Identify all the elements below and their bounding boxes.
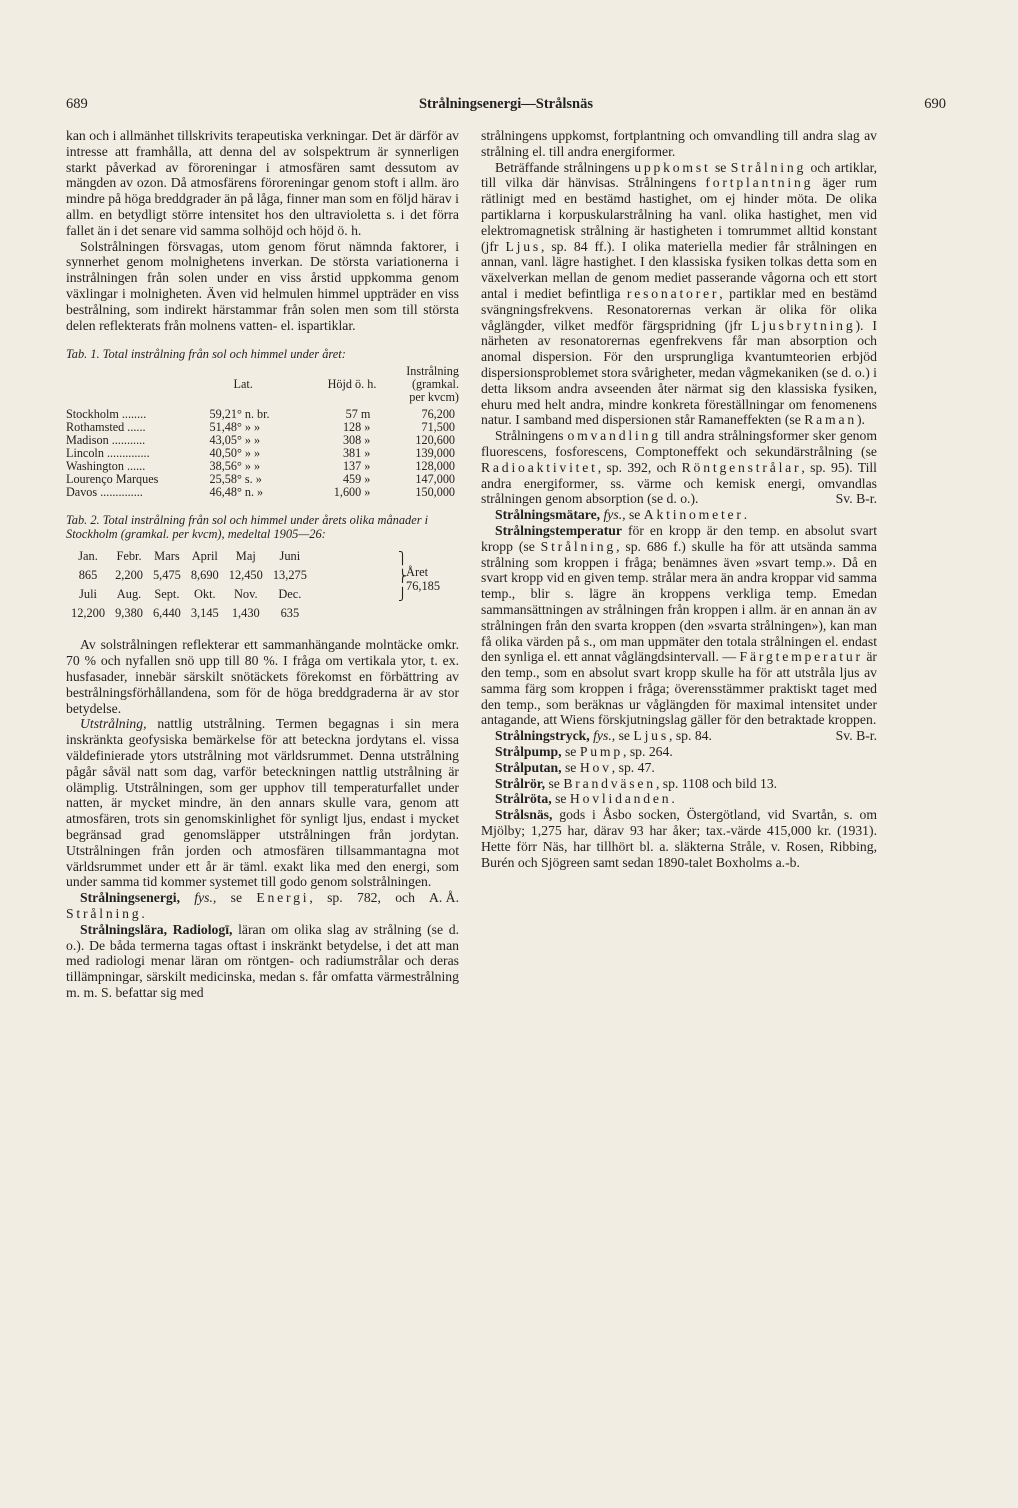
table-cell-instr: 150,000 [415,485,455,500]
entry-term: Strålningstryck, [495,728,590,744]
table-cell: Nov. [233,587,258,602]
signature: Sv. B-r. [835,491,877,507]
table-cell-instr: 120,600 [415,433,455,448]
table-1-header-hojd: Höjd ö. h. [327,377,377,392]
entry-term: Strålningsenergi, [80,890,180,906]
table-row [66,585,312,604]
table-row [66,604,312,623]
table-cell-lat: 25,58° s. » [209,472,262,487]
cross-reference[interactable]: Brandväsen [563,775,656,791]
table-cell-lat: 38,56° » » [209,459,261,474]
table-1-header-lat: Lat. [233,377,253,392]
table-1-caption: Tab. 1. Total instrålning från sol och himmel under året: [66,347,346,362]
cross-reference[interactable]: Ljus [505,238,541,254]
table-1-header-instr: Instrålning [406,364,459,379]
entry-text: nattlig utstrålning. Termen begagnas i sin mera inskränkta geofysiska bemärkelse för att beteckna jordytans el. vissa väldefinierade ytors utstrålning mot världsrummet. Denna utstrålning pågår såväl natt som dag, varför beteckningen nattlig utstrålning är olämplig. Utstrålningen, som ger upphov till temperaturfallet under natten, är mycket mindre, än den annars skulle vara, genom att atmosfären, trots sin genomskinlighet för synligt ljus, endast i mycket begränsad grad genomsläpper utstrålningen från jordytan. Utstrålningen från jorden och atmosfären tillsammantagna mot världsrummet under ett år är täml. exakt lika med den energi, som under samma tid kommer systemet till godo genom solstrålningen. [66,716,459,890]
table-cell-lat: 40,50° » » [209,446,261,461]
table-row [66,566,312,585]
table-cell-instr: 76,200 [421,407,455,422]
cross-reference[interactable]: Ljusbrytning [751,317,856,333]
table-cell: 12,450 [228,568,263,583]
table-cell: 9,380 [115,606,143,621]
table-row [66,486,459,499]
cross-reference[interactable]: Radioaktivitet [481,459,598,475]
table-cell: 5,475 [152,568,181,583]
table-cell: 12,200 [71,606,106,621]
cross-reference[interactable]: Strålning [730,159,807,175]
entry-stralningslara: Strålningslära, Radiologī, läran om olika slag av strålning (se d. o.). De båda termerna tagas oftast i inskränkt betydelse, i det att man med radiologi menar läran om röntgen- och radiumstrålar och deras tillämpningar, särskilt medicinska, medan s. får omfatta värmestrålning m. m. S. befattar sig med [66,921,459,1000]
entry-stralsnas: Strålsnäs, gods i Åsbo socken, Östergötland, vid Svartån, s. om Mjölby; 1,275 har, därav 93 har åker; tax.-värde 415,000 kr. (1931). Hette förr Näs, har tillhört bl. a. släkterna Stråle, v. Rosen, Ribbing, Burén och Sjögreen samt sedan 1890-talet Boxholms a.-b. [481,807,877,870]
table-cell-lat: 59,21° n. br. [209,407,270,422]
table-2 [66,547,459,625]
paragraph: kan och i allmänhet tillskrivits terapeutiska verkningar. Det är därför av intresse att framhålla, att denna del av solspektrum är synnerligen starkt påverkad av föroreningar i atmosfären samt dessutom av mängden av ozon. Då atmosfärens föroreningar genom stoft i allm. äro mindre på höga breddgrader än på låga, finner man som en följd härav i allm. en betydligt större intensitet hos den ultravioletta s. i det förra fallet än i det senare vid samma solhöjd och höjd ö. h. [66,128,459,238]
table-cell-name: Davos .............. [66,485,143,500]
entry-term: Utstrålning, [80,716,147,732]
entry-stralputan: Strålputan, se Hov, sp. 47. [495,759,655,775]
entry-stralningstryck: Strålningstryck, fys., se Ljus, sp. 84. [495,728,712,744]
entry-stralningsmatare: Strålningsmätare, fys., se Aktinometer. [495,507,748,523]
table-cell: Jan. [78,549,98,564]
cross-reference[interactable]: Pump [579,744,623,760]
table-cell: 1,430 [231,606,260,621]
cross-reference[interactable]: Aktinometer [643,507,744,523]
table-cell: Sept. [154,587,180,602]
table-cell: Juli [79,587,97,602]
table-cell-lat: 43,05° » » [209,433,261,448]
table-cell: 6,440 [152,606,181,621]
cross-reference[interactable]: Röntgenstrålar [681,459,802,475]
table-cell: 865 [78,568,98,583]
table-cell: Dec. [278,587,302,602]
table-cell-hojd: 137 » [342,459,371,474]
table-2-year [406,565,440,593]
year-value: 76,185 [406,579,441,594]
cross-reference[interactable]: Strålning [66,905,142,921]
table-cell-lat: 46,48° n. » [209,485,264,500]
table-cell-hojd: 381 » [342,446,371,461]
paragraph: Beträffande strålningens uppkomst se Strålning och artiklar, till vilka där hänvisas. Strålningens fortplantning äger rum rätlinigt med en bestämd hastighet, om ej hinder möta. De olika partiklarna i korpuskularstrålning ha vanl. olika hastighet, men vid elektromagnetisk strålning är hastigheten i tomrummet alltid konstant (jfr Ljus, sp. 84 ff.). I olika materiella medier får strålningen en annan, vanl. lägre hastighet. I den klassiska fysiken tolkas detta som en växelverkan mellan de genom mediet passerande vågorna och ett stort antal i mediet befintliga resonatorer, partiklar med en bestämd svängningsfrekvens. Resonatorernas verkan är olika för olika våglängder, vilket medför färgspridning (jfr Ljusbrytning). I närheten av resonatorernas egenfrekvens får man absorption och anomal dispersion. För den ursprungliga kvantumteorien erbjöd dispersionsproblemet stora svårigheter, medan vågmekaniken (se d. o.) i detta liksom andra avseenden åter närmat sig den klassiska fysiken, ehuru med helt andra, mindre konkreta föreställningar om fenomenens natur. I samband med dispersionen står Ramaneffekten (se Raman). [481,159,878,428]
table-cell-instr: 147,000 [415,472,455,487]
paragraph: Strålningens omvandling till andra strålningsformer sker genom fluorescens, fosforescens, Comptoneffekt och sekundärstrålning (se Radioaktivitet, sp. 392, och Röntgenstrålar, sp. 95). Till andra energiformer, ss. värme och kemisk energi, omvandlas strålningen genom absorption (se d. o.). Sv. B-r. [481,428,877,507]
table-cell-name: Stockholm ........ [66,407,147,422]
left-column [66,128,459,1001]
table-cell-lat: 51,48° » » [209,420,261,435]
table-cell-name: Lincoln .............. [66,446,150,461]
table-cell: April [191,549,218,564]
entry-term: Strålrör, [495,775,546,791]
table-cell: Maj [235,549,256,564]
table-cell-hojd: 308 » [342,433,371,448]
cross-reference[interactable]: Raman [804,412,857,428]
table-row [66,547,312,566]
page-number-right: 690 [924,96,946,112]
table-cell-name: Rothamsted ...... [66,420,146,435]
table-cell: Mars [154,549,180,564]
table-cell: Juni [279,549,301,564]
table-cell: 3,145 [190,606,219,621]
table-cell-hojd: 128 » [342,420,371,435]
cross-reference[interactable]: Ljus [633,728,669,744]
signature: A. Å. [428,890,459,906]
table-cell: Febr. [116,549,142,564]
table-cell: Okt. [193,587,216,602]
entry-term: Strålsnäs, [495,807,553,823]
table-cell: 8,690 [190,568,219,583]
cross-reference[interactable]: Hovlidanden [569,791,672,807]
page-header [66,96,946,118]
right-column [481,128,877,870]
entry-stralpump: Strålpump, se Pump, sp. 264. [495,744,673,760]
cross-reference[interactable]: Strålning [540,538,617,554]
entry-term: Strålputan, [495,759,562,775]
table-cell-instr: 71,500 [421,420,455,435]
cross-reference[interactable]: Energi [256,890,310,906]
paragraph: Av solstrålningen reflekterar ett sammanhängande molntäcke omkr. 70 % och nyfallen snö upp till 80 %. I fråga om vertikala ytor, t. ex. husfasader, innebär särskilt snötäckets förekomst en förbättring av bestrålningsförhållandena, som för de höga breddgraderna är av stor betydelse. [66,637,459,716]
table-cell: 2,200 [115,568,143,583]
entry-term: Strålningsmätare, [495,507,601,523]
table-cell-instr: 128,000 [415,459,455,474]
running-title: Strålningsenergi—Strålsnäs [418,96,593,112]
paragraph: Solstrålningen försvagas, utom genom förut nämnda faktorer, i synnerhet genom molnighetens inverkan. De största variationerna i instrålningen från solen under en viss årstid uppkomma genom växlingar i molnigheten. Även vid helmulen himmel uppträder en viss bestrålning, som indirekt härstammar från solen men som till största delen reflekterats från molnens vatten- el. ispartiklar. [66,238,459,333]
table-cell-name: Madison ........... [66,433,146,448]
entry-stralningstemperatur: Strålningstemperatur för en kropp är den temp. en absolut svart kropp (se Strålning, sp. 686 f.) skulle ha för att utsända samma strålning som kroppen i fråga; benämnes även »svart temp.». Då en svart kropp vid en given temp. strålar mera än andra kroppar vid samma temp., blir s. lägre än kroppens verkliga temp. Emedan sammansättningen av strålningen från kroppen i allm. är en annan än av strålningen från den svarta kroppen (den »svarta strålningen»), kan man få olika värden på s., om man uppmäter den totala strålningen el. endast den synliga el. ett annat våglängdsintervall. — Färgtemperatur är den temp., som en absolut svart kropp skulle ha för att utstråla ljus av samma färg som kroppen i fråga; överensstämmer praktiskt taget med den temp., som beräknas ur våglängden för maximal intensitet under antagande, att Wiens förskjutningslag gäller för den betraktade kroppen. Sv. B-r. [481,522,877,744]
table-cell-name: Washington ...... [66,459,146,474]
table-cell: 635 [280,606,300,621]
cross-reference[interactable]: Hov [579,759,612,775]
table-2-caption: Tab. 2. Total instrålning från sol och himmel under årets olika månader i Stockholm (gramkal. per kvcm), medeltal 1905—26: [66,513,429,542]
entry-term: Strålningstemperatur [495,522,622,538]
entry-term: Strålningslära, Radiologī, [80,921,233,937]
table-cell-hojd: 57 m [345,407,371,422]
table-1-header-unit: (gramkal. [411,377,459,392]
table-1-header-unit2: per kvcm) [409,390,459,405]
table-cell-hojd: 1,600 » [333,485,371,500]
entry-stralrota: Strålröta, se Hovlidanden. [495,791,675,807]
signature: Sv. B-r. [835,728,877,744]
table-cell: 13,275 [272,568,307,583]
entry-term: Strålpump, [495,744,562,760]
brace-icon: ⎫ ⎬ ⎭ [398,551,407,602]
paragraph: strålningens uppkomst, fortplantning och omvandling till andra slag av strålning el. till andra energiformer. [481,128,877,159]
table-cell-hojd: 459 » [342,472,371,487]
entry-stralningsenergi: Strålningsenergi, fys., se Energi, sp. 782, och Strålning. [66,890,415,921]
page-number-left: 689 [66,96,88,112]
table-cell-instr: 139,000 [415,446,455,461]
year-label: Året [406,565,429,580]
entry-stralror: Strålrör, se Brandväsen, sp. 1108 och bild 13. [495,775,778,791]
table-cell: Aug. [116,587,142,602]
table-1 [66,365,459,499]
entry-term: Strålröta, [495,791,552,807]
table-cell-name: Lourenço Marques [66,472,159,487]
